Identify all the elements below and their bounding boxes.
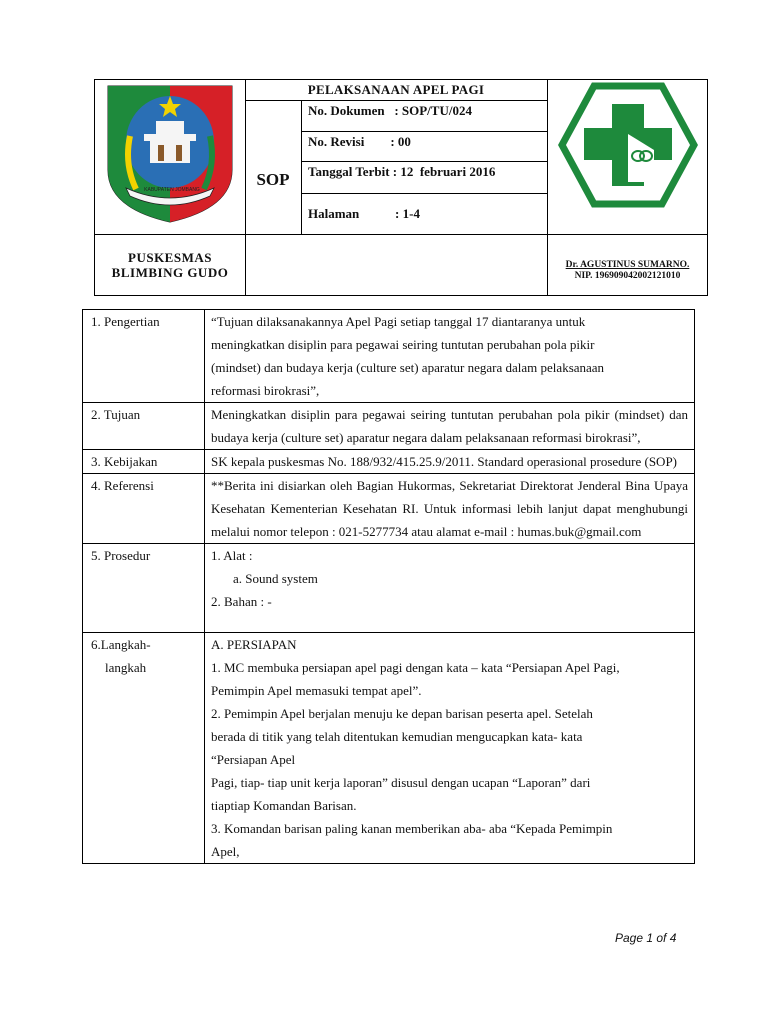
signer-nip: NIP. 196909042002121010	[574, 271, 681, 281]
signer-name: Dr. AGUSTINUS SUMARNO.	[565, 260, 690, 270]
sop-content-table	[82, 309, 695, 864]
organization-name	[95, 250, 245, 280]
text-line: reformasi birokrasi”,	[211, 383, 320, 398]
table-row	[83, 474, 695, 544]
document-number: No. Dokumen : SOP/TU/024	[308, 103, 472, 118]
table-row	[83, 544, 695, 633]
row-content	[205, 544, 695, 633]
sop-label: SOP	[256, 170, 290, 189]
row-label: 4. Referensi	[83, 474, 205, 544]
text-line: tiaptiap Komandan Barisan.	[211, 798, 357, 813]
row-label: 1. Pengertian	[83, 310, 205, 403]
row-label-line: 6.Langkah-	[91, 637, 151, 652]
row-label: 3. Kebijakan	[83, 450, 205, 474]
row-content	[205, 633, 695, 864]
text-line: 1. MC membuka persiapan apel pagi dengan kata – kata “Persiapan Apel Pagi,	[211, 660, 620, 675]
table-row	[83, 310, 695, 403]
issue-date: Tanggal Terbit : 12 februari 2016	[308, 164, 496, 179]
table-row	[83, 633, 695, 864]
row-content: **Berita ini disiarkan oleh Bagian Hukormas, Sekretariat Direktorat Jenderal Bina Upaya Kesehatan Kementerian Kesehatan RI. Untuk informasi lebih lanjut dapat menghubungi melalui nomor telepon : 021-5277734 atau alamat e-mail : humas.buk@gmail.com	[205, 474, 695, 544]
text-line: Pagi, tiap- tiap unit kerja laporan” disusul dengan ucapan “Laporan” dari	[211, 775, 591, 790]
table-row	[83, 403, 695, 450]
organization-line-2: BLIMBING GUDO	[111, 265, 229, 280]
list-item: 2. Bahan : -	[211, 594, 272, 609]
text-line: 2. Pemimpin Apel berjalan menuju ke depan barisan peserta apel. Setelah	[211, 706, 593, 721]
revision-number: No. Revisi : 00	[308, 134, 411, 149]
row-label	[83, 633, 205, 864]
text-line: “Persiapan Apel	[211, 752, 296, 767]
text-line: 3. Komandan barisan paling kanan memberikan aba- aba “Kepada Pemimpin	[211, 821, 613, 836]
text-line: (mindset) dan budaya kerja (culture set) aparatur negara dalam pelaksanaan	[211, 360, 605, 375]
text-line: “Tujuan dilaksanakannya Apel Pagi setiap tanggal 17 diantaranya untuk	[211, 314, 586, 329]
row-label: 2. Tujuan	[83, 403, 205, 450]
row-content: Meningkatkan disiplin para pegawai seiring tuntutan perubahan pola pikir (mindset) dan budaya kerja (culture set) aparatur negara dalam pelaksanaan reformasi birokrasi”,	[205, 403, 695, 450]
list-item: 1. Alat :	[211, 548, 253, 563]
row-label: 5. Prosedur	[83, 544, 205, 633]
table-row	[83, 450, 695, 474]
document-title: PELAKSANAAN APEL PAGI	[307, 82, 485, 97]
text-line: berada di titik yang telah ditentukan kemudian mengucapkan kata- kata	[211, 729, 583, 744]
regency-emblem-icon	[106, 84, 234, 224]
row-content	[205, 310, 695, 403]
organization-line-1: PUSKESMAS	[128, 250, 212, 265]
emblem-banner-text: KABUPATEN JOMBANG	[144, 187, 200, 193]
page-number: Page 1 of 4	[615, 931, 677, 945]
text-line: Pemimpin Apel memasuki tempat apel”.	[211, 683, 422, 698]
puskesmas-logo-icon	[558, 82, 698, 208]
text-line: meningkatkan disiplin para pegawai seiring tuntutan perubahan pola pikir	[211, 337, 595, 352]
text-line: A. PERSIAPAN	[211, 637, 297, 652]
row-content: SK kepala puskesmas No. 188/932/415.25.9/2011. Standard operasional prosedure (SOP)	[205, 450, 695, 474]
row-label-line: langkah	[105, 660, 147, 675]
page-range: Halaman : 1-4	[308, 206, 420, 221]
list-item: a. Sound system	[233, 571, 318, 586]
document-header	[94, 79, 708, 296]
signer-block	[547, 260, 708, 282]
text-line: Apel,	[211, 844, 240, 859]
